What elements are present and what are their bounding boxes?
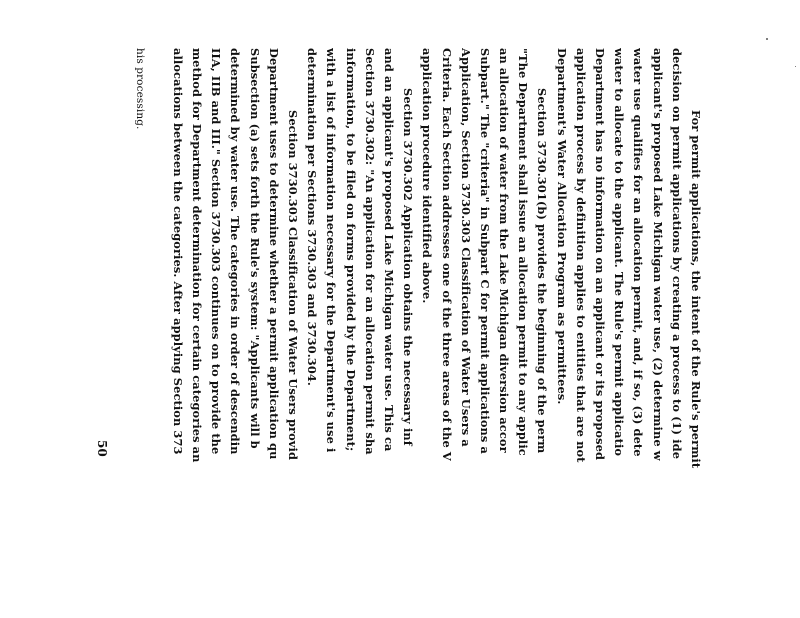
paragraph-line: Criteria. Each Section addresses one of the three areas of the V	[439, 48, 454, 461]
scan-speck	[795, 66, 796, 67]
paragraph-line: and an applicant's proposed Lake Michigan water use. This ca	[382, 48, 396, 452]
paragraph-line: determination per Sections 3730.303 and 3730.304.	[305, 48, 320, 386]
paragraph-line: method for Department determination for certain categories an	[190, 48, 205, 463]
paragraph-line: information, to be filed on forms provided by the Department;	[343, 48, 358, 452]
paragraph-line: applicant's proposed Lake Michigan water use, (2) determine w	[650, 48, 665, 461]
paragraph-line: determined by water use. The categories in order of descendin	[228, 48, 243, 455]
paragraph-line: decision on permit applications by creating a process to (1) ide	[669, 48, 684, 460]
paragraph-line: Department has no information on an applicant or its proposed	[593, 48, 608, 461]
paragraph-line: water to allocate to the applicant. The Rule's permit applicatio	[612, 48, 627, 457]
paragraph-line: Application, Section 3730.303 Classification of Water Users a	[458, 48, 473, 447]
paragraph-line: with a list of information necessary for the Department's use i	[324, 48, 339, 453]
paragraph-line: Subsection (a) sets forth the Rule's system: "Applicants will b	[247, 48, 262, 449]
page-number: 50	[95, 440, 109, 457]
paragraph-line: Department uses to determine whether a permit application qu	[266, 48, 281, 460]
scan-speck	[766, 38, 768, 40]
paragraph-line: Subpart." The "criteria" in Subpart C for permit applications a	[477, 48, 492, 454]
paragraph-line: application process by definition applies to entities that are not	[573, 48, 588, 463]
paragraph-line: Section 3730.303 Classification of Water Users provid	[286, 110, 301, 461]
paragraph-line: Section 3730.302: "An application for an allocation permit sha	[362, 48, 377, 455]
paragraph-line: For permit applications, the intent of the Rule's permit	[689, 110, 703, 469]
paragraph-line: application procedure identified above.	[420, 48, 435, 304]
rotated-document-page	[80, 48, 705, 618]
paragraph-line: an allocation of water from the Lake Michigan diversion accor	[497, 48, 512, 453]
paragraph-line: "The Department shall issue an allocation permit to any applic	[516, 48, 531, 456]
paragraph-line: Section 3730.301(b) provides the beginning of the perm	[535, 88, 550, 454]
paragraph-line: IIA, IIB and III." Section 3730.303 continues on to provide the	[209, 48, 224, 455]
paragraph-line: Department's Water Allocation Program as permittees.	[554, 48, 569, 405]
paragraph-line-footer: his processing.	[133, 48, 146, 130]
paragraph-line: allocations between the categories. After applying Section 373	[170, 48, 185, 455]
paragraph-line: Section 3730.302 Application obtains the necessary inf	[401, 88, 416, 446]
paragraph-line: water use qualifies for an allocation permit, and, if so, (3) dete	[631, 48, 646, 457]
document-body	[129, 48, 705, 618]
paragraph-line	[149, 48, 168, 618]
